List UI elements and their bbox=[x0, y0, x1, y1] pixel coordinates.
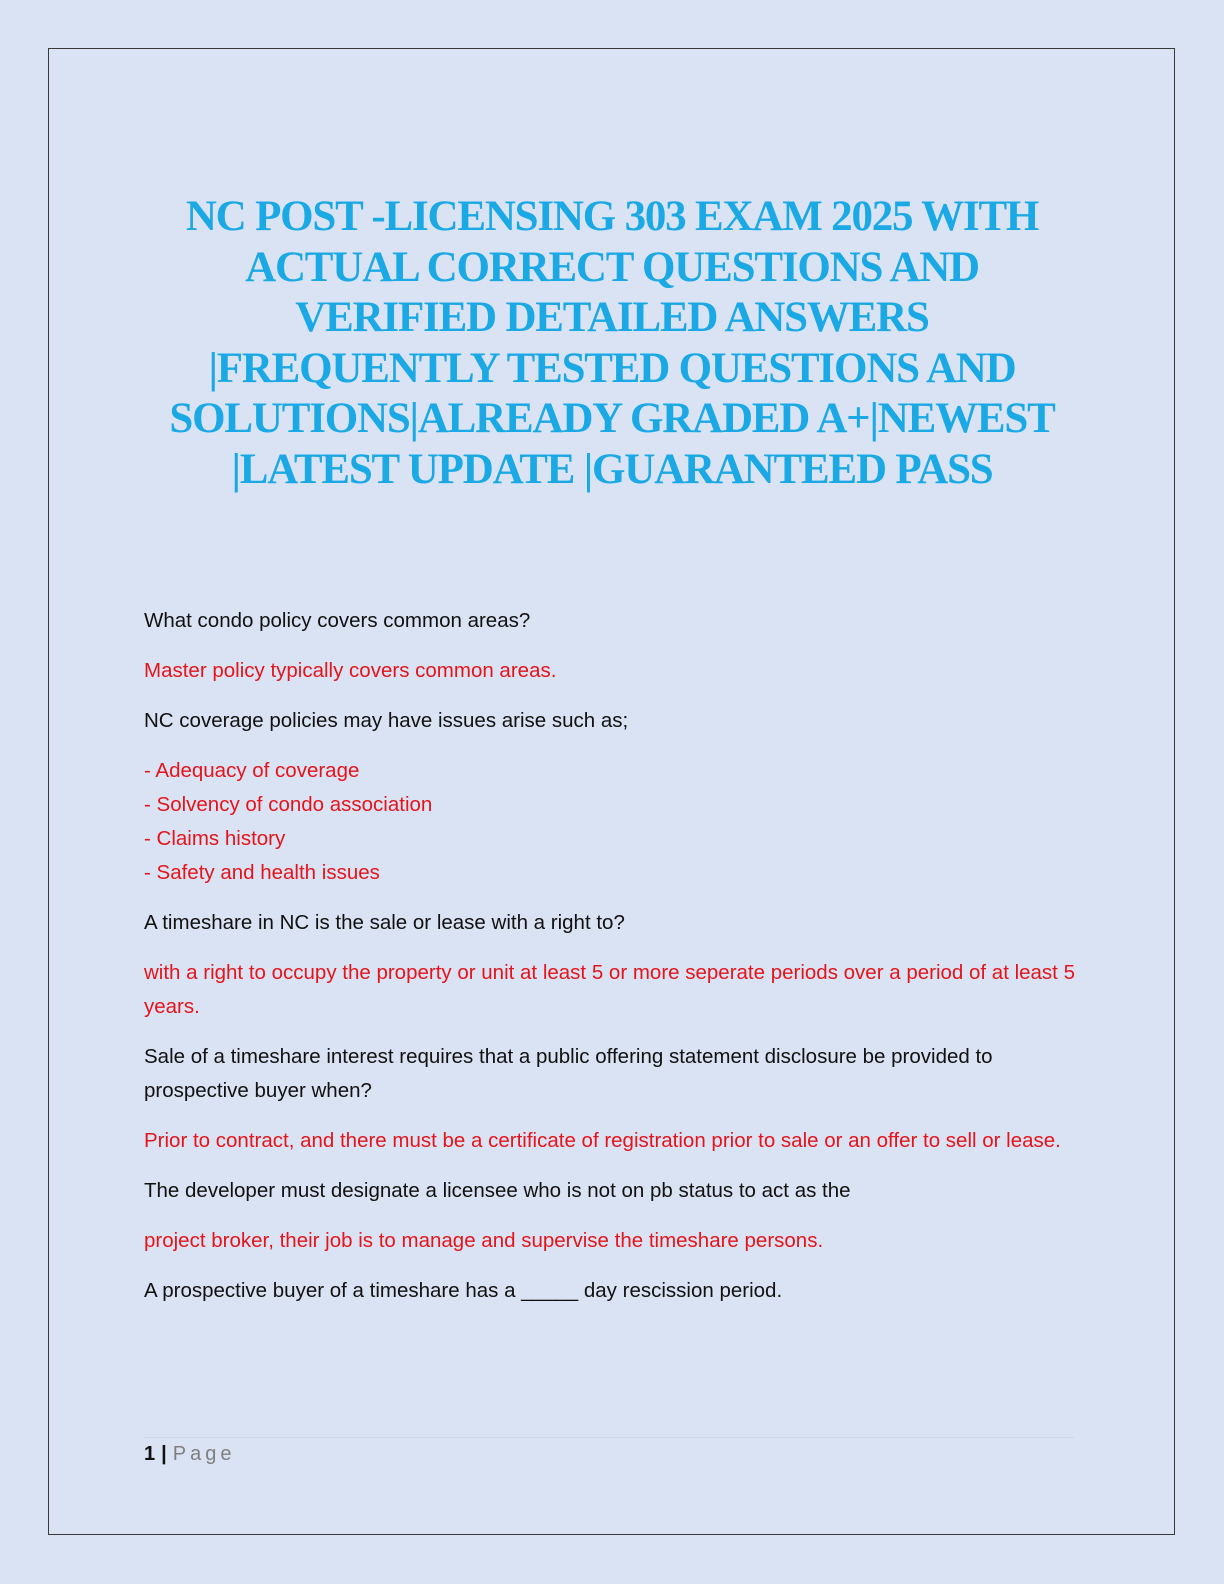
footer-separator: | bbox=[161, 1443, 167, 1465]
title-line: VERIFIED DETAILED ANSWERS bbox=[295, 294, 929, 341]
answer-4: Prior to contract, and there must be a certificate of registration prior to sale or an offer to sell or lease. bbox=[144, 1129, 1061, 1152]
title-line: |FREQUENTLY TESTED QUESTIONS AND bbox=[208, 344, 1016, 392]
qa-content bbox=[144, 604, 1089, 1324]
question-5: The developer must designate a licensee who is not on pb status to act as the bbox=[144, 1179, 851, 1202]
question-1: What condo policy covers common areas? bbox=[144, 609, 531, 632]
document-title bbox=[130, 192, 1094, 495]
page-footer bbox=[144, 1440, 235, 1468]
footer-divider bbox=[144, 1437, 1074, 1438]
question-4: Sale of a timeshare interest requires that a public offering statement disclosure be provided to prospective buyer when? bbox=[144, 1045, 993, 1102]
question-6: A prospective buyer of a timeshare has a _____ day rescission period. bbox=[144, 1279, 783, 1302]
page-label: Page bbox=[172, 1443, 236, 1465]
question-2: NC coverage policies may have issues arise such as; bbox=[144, 709, 629, 732]
list-item: - Solvency of condo association bbox=[144, 793, 433, 816]
answer-5: project broker, their job is to manage and supervise the timeshare persons. bbox=[144, 1229, 824, 1252]
title-line: |LATEST UPDATE |GUARANTEED PASS bbox=[231, 445, 993, 493]
list-item: - Safety and health issues bbox=[144, 861, 380, 884]
list-item: - Adequacy of coverage bbox=[144, 759, 360, 782]
page-number: 1 bbox=[144, 1443, 156, 1465]
question-3: A timeshare in NC is the sale or lease with a right to? bbox=[144, 911, 625, 934]
answer-2-list bbox=[144, 754, 1089, 890]
title-line: SOLUTIONS|ALREADY GRADED A+|NEWEST bbox=[169, 395, 1055, 442]
title-line: NC POST -LICENSING 303 EXAM 2025 WITH bbox=[185, 193, 1039, 240]
list-item: - Claims history bbox=[144, 827, 286, 850]
answer-3: with a right to occupy the property or unit at least 5 or more seperate periods over a period of at least 5 years. bbox=[144, 961, 1075, 1018]
title-line: ACTUAL CORRECT QUESTIONS AND bbox=[245, 243, 979, 291]
answer-1: Master policy typically covers common areas. bbox=[144, 659, 557, 682]
